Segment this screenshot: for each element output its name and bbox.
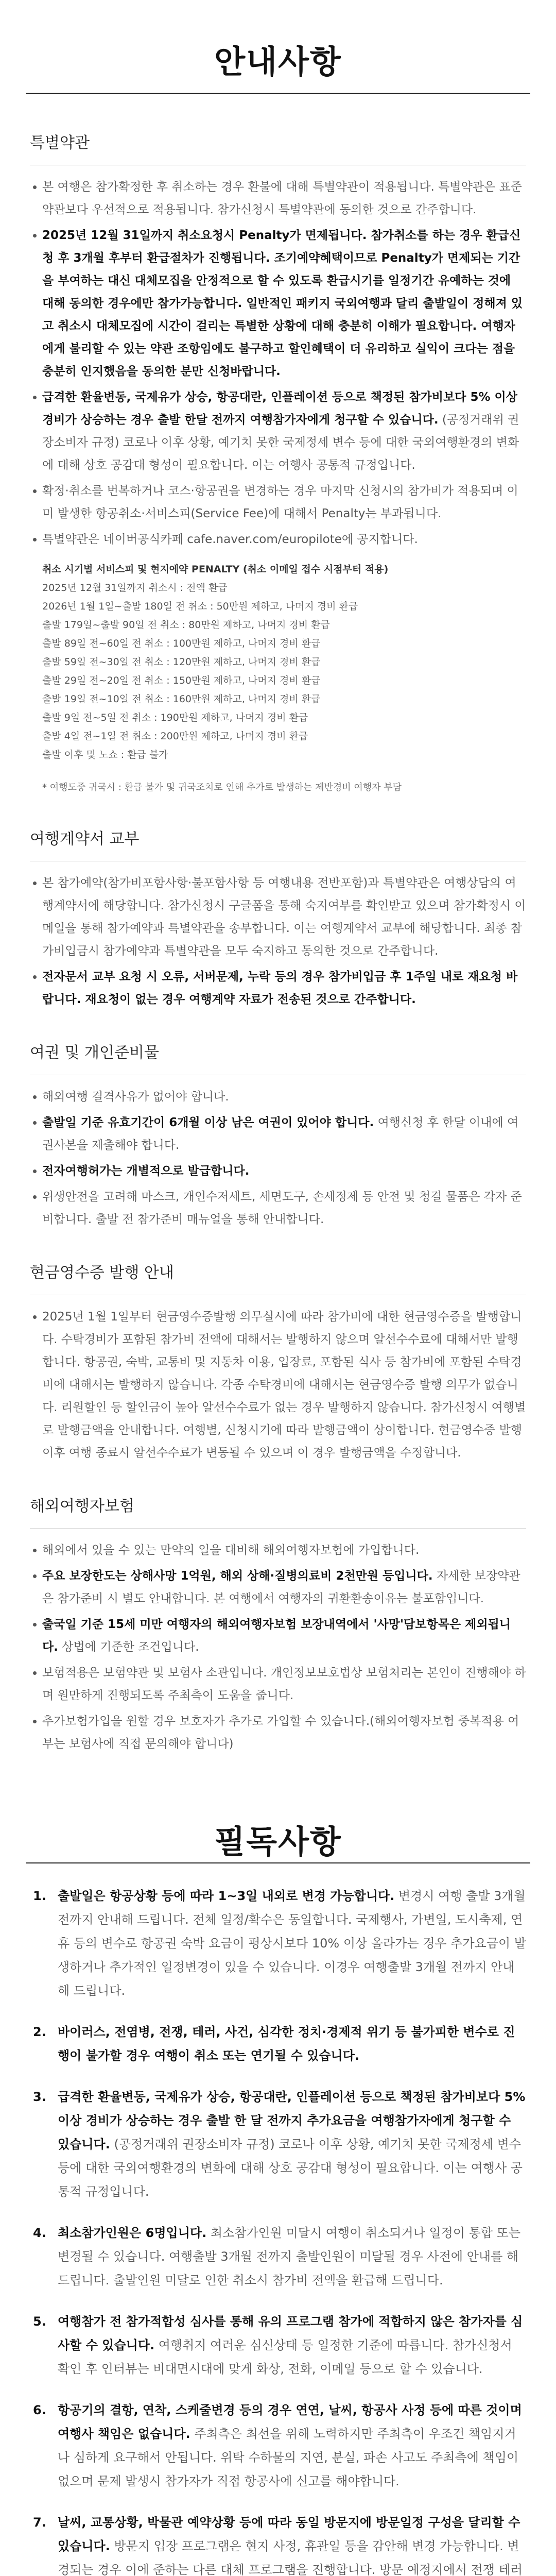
caution-item	[30, 2398, 526, 2493]
caution-item	[30, 1884, 526, 2003]
list-item	[30, 1111, 526, 1157]
caution-item-emphasis: 급격한 환율변동, 국제유가 상승, 항공대란, 인플레이션 등으로 책정된 참가비보다 5% 이상 경비가 상승하는 경우 출발 한 달 전까지 추가요금을 여행참가자에게 청구할 수 있습니다.	[58, 2090, 526, 2151]
list-item-text: 본 참가예약(참가비포함사항·불포함사항 등 여행내용 전반포함)과 특별약관은 여행상담의 여행계약서에 해당합니다. 참가신청시 구글폼을 통해 숙지여부를 확인받고 있으며 참가확정시 이메일을 통해 참가예약과 특별약관을 송부합니다. 이는 여행계약서 교부에 해당합니다. 최종 참가비입금시 참가예약과 특별약관을 모두 숙지하고 동의한 것으로 간주합니다.	[42, 876, 526, 958]
caution-item-text: 여행취지 여러운 심신상태 등 일정한 기준에 따릅니다. 참가신청서 확인 후 인터뷰는 비대면시대에 맞게 화상, 전화, 이메일 등으로 할 수 있습니다.	[58, 2338, 512, 2376]
list-item-emphasis: 전자문서 교부 요청 시 오류, 서버문제, 누락 등의 경우 참가비입금 후 1주일 내로 재요청 바랍니다. 재요청이 없는 경우 여행계약 자료가 전송된 것으로 간주합니다.	[42, 970, 518, 1006]
caution-item-number: 7.	[33, 2515, 46, 2530]
list-item	[30, 1185, 526, 1231]
list-item	[30, 1710, 526, 1755]
list-item-text: 여행신청 후 한달 이내에 여권사본을 제출해야 합니다.	[42, 1116, 519, 1152]
caution-item-number: 5.	[33, 2314, 46, 2329]
caution-item	[30, 2085, 526, 2204]
caution-list	[0, 1884, 556, 2576]
caution-item-text: 변경시 여행 출발 3개월 전까지 안내해 드립니다. 전체 일정/확수은 동일합니다. 국제행사, 가변일, 도시축제, 연휴 등의 변수로 항공권 숙박 요금이 평상시보다 10% 이상 올라가는 경우 추가요금이 발생하거나 추가적인 일정변경이 있을 수 있습니다. 이경우 여행출발 3개월 전까지 안내해 드립니다.	[58, 1889, 526, 1998]
list-item-text: 특별약관은 네이버공식카페 cafe.naver.com/europilote에 공지합니다.	[42, 533, 418, 546]
caution-item-emphasis: 바이러스, 전염병, 전쟁, 테러, 사건, 심각한 정치·경제적 위기 등 불가피한 변수로 진행이 불가할 경우 여행이 취소 또는 연기될 수 있습니다.	[58, 2025, 515, 2063]
notice-sections	[0, 130, 556, 1755]
caution-item-text: 주최측은 최선을 위해 노력하지만 주최측이 우조건 책임지거나 심하게 요구해서 안됩니다. 위탁 수하물의 지연, 분실, 파손 사고도 주최측에 책임이 없으며 문제 발생시 참가자가 직접 항공사에 신고를 해야합니다.	[58, 2427, 519, 2488]
caution-item-emphasis: 최소참가인원은 6명입니다.	[58, 2226, 207, 2240]
list-item	[30, 480, 526, 525]
list-item	[30, 386, 526, 477]
caution-item-text: 최소참가인원 미달시 여행이 취소되거나 일정이 통합 또는 변경될 수 있습니다. 여행출발 3개월 전까지 출발인원이 미달될 경우 사전에 안내를 해드립니다. 출발인원 미달로 인한 취소시 참가비 전액을 환급해 드립니다.	[58, 2226, 521, 2287]
list-item-emphasis: 전자여행허가는 개별적으로 발급합니다.	[42, 1164, 250, 1178]
caution-divider	[26, 1862, 530, 1863]
caution-item-emphasis: 날씨, 교통상황, 박물관 예약상황 등에 따라 동일 방문지에 방문일정 구성을 달리할 수 있습니다.	[58, 2515, 520, 2553]
list-item-emphasis: 급격한 환율변동, 국제유가 상승, 항공대란, 인플레이션 등으로 책정된 참가비보다 5% 이상 경비가 상승하는 경우 출발 한달 전까지 여행참가자에게 청구할 수 있습니다.	[42, 391, 517, 427]
section-heading: 특별약관	[30, 134, 90, 152]
caution-item-emphasis: 출발일은 항공상황 등에 따라 1~3일 내외로 변경 가능합니다.	[58, 1889, 395, 1903]
caution-item-number: 6.	[33, 2403, 46, 2417]
list-item	[30, 528, 526, 551]
list-item-text: 확정·취소를 번복하거나 코스·항공권을 변경하는 경우 마지막 신청시의 참가비가 적용되며 이미 발생한 항공취소·서비스피(Service Fee)에 대해서 Penalty는 부과됩니다.	[42, 484, 518, 520]
section-heading: 여행계약서 교부	[30, 830, 140, 848]
penalty-note: * 여행도중 귀국시 : 환급 불가 및 귀국조치로 인해 추가로 발생하는 제반경비 여행자 부담	[42, 782, 402, 793]
list-item-text: 해외에서 있을 수 있는 만약의 일을 대비해 해외여행자보험에 가입합니다.	[42, 1544, 420, 1557]
list-item-text: (공정거래위 권장소비자 규정) 코로나 이후 상황, 예기치 못한 국제정세 변수 등에 대한 국외여행환경의 변화에 대해 상호 공감대 형성이 필요합니다. 이는 여행사 공통적 규정입니다.	[42, 413, 519, 472]
penalty-row: 출발 29일 전~20일 전 취소 : 150만원 제하고, 나머지 경비 환급	[42, 675, 321, 686]
notice-title: 안내사항	[214, 43, 342, 80]
list-item	[30, 1613, 526, 1658]
penalty-row: 출발 89일 전~60일 전 취소 : 100만원 제하고, 나머지 경비 환급	[42, 638, 321, 649]
caution-item-number: 4.	[33, 2226, 46, 2240]
bullet-list	[30, 176, 526, 551]
list-item-emphasis: 주요 보장한도는 상해사망 1억원, 해외 상해·질병의료비 2천만원 등입니다.	[42, 1569, 433, 1583]
penalty-row: 출발 이후 및 노쇼 : 환급 불가	[42, 749, 168, 760]
caution-item-number: 2.	[33, 2025, 46, 2039]
caution-item-text: (공정거래위 권장소비자 규정) 코로나 이후 상황, 예기치 못한 국제정세 변수 등에 대한 국외여행환경의 변화에 대해 상호 공감대 형성이 필요합니다. 이는 여행사 공통적 규정입니다.	[58, 2137, 523, 2199]
section-heading: 여권 및 개인준비물	[30, 1044, 159, 1062]
caution-item-number: 3.	[33, 2090, 46, 2104]
title-divider	[26, 93, 530, 94]
caution-title: 필독사항	[214, 1823, 342, 1860]
caution-item-number: 1.	[33, 1889, 46, 1903]
list-item	[30, 1306, 526, 1464]
bullet-list	[30, 872, 526, 1011]
penalty-row: 출발 19일 전~10일 전 취소 : 160만원 제하고, 나머지 경비 환급	[42, 693, 321, 705]
penalty-row: 출발 9일 전~5일 전 취소 : 190만원 제하고, 나머지 경비 환급	[42, 712, 308, 723]
caution-item	[30, 2511, 526, 2576]
section-divider	[30, 1528, 526, 1529]
list-item	[30, 176, 526, 221]
caution-item	[30, 2310, 526, 2381]
list-item-emphasis: 2025년 12월 31일까지 취소요청시 Penalty가 면제됩니다. 참가취소를 하는 경우 환급신청 후 3개월 후부터 환급절차가 진행됩니다. 조기예약혜택이므로 Penalty가 면제되는 기간을 부여하는 대신 대체모집을 안정적으로 할 수 있도록 환급시기를 일정기간 유예하는 것에 대해 동의한 경우에만 참가가능합니다. 일반적인 패키지 국외여행과 달리 출발일이 정해져 있고 취소시 대체모집에 시간이 걸리는 특별한 상황에 대해 충분히 이해가 필요합니다. 여행자에게 불리할 수 있는 약관 조항임에도 불구하고 할인혜택이 더 유리하고 실익이 크다는 점을 충분히 인지했음을 동의한 분만 신청바랍니다.	[42, 229, 523, 378]
list-item	[30, 872, 526, 962]
list-item	[30, 1160, 526, 1182]
list-item	[30, 224, 526, 383]
penalty-row: 출발 179일~출발 90일 전 취소 : 80만원 제하고, 나머지 경비 환급	[42, 619, 330, 631]
penalty-row: 2026년 1월 1일~출발 180일 전 취소 : 50만원 제하고, 나머지 경비 환급	[42, 601, 358, 612]
penalty-row: 출발 4일 전~1일 전 취소 : 200만원 제하고, 나머지 경비 환급	[42, 731, 308, 742]
list-item-text: 2025년 1월 1일부터 현금영수증발행 의무실시에 따라 참가비에 대한 현금영수증을 발행합니다. 수탁경비가 포함된 참가비 전액에 대해서는 발행하지 않으며 알선수수료에 대해서만 발행합니다. 항공권, 숙박, 교통비 및 지동차 이용, 입장료, 포함된 식사 등 참가비에 포함된 수탁경비에 대해서는 발행하지 않습니다. 각종 수탁경비에 대해서는 현금영수증 발행 의무가 없습니다. 리원할인 등 할인금이 높아 알선수수료가 없는 경우 발행하지 않습니다. 참가신청시 여행별로 발행금액을 안내합니다. 여행별, 신청시기에 따라 발행금액이 상이합니다. 현금영수증 발행 이후 여행 종료시 알선수수료가 변동될 수 있으며 이 경우 발행금액을 수정합니다.	[42, 1310, 526, 1460]
list-item-emphasis: 출발일 기준 유효기간이 6개월 이상 남은 여권이 있어야 합니다.	[42, 1116, 374, 1129]
bullet-list	[30, 1539, 526, 1755]
penalty-table	[42, 560, 526, 797]
list-item-text: 보험적용은 보험약관 및 보험사 소관입니다. 개인정보보호법상 보험처리는 본인이 진행해야 하며 원만하게 진행되도록 주최측이 도움을 줍니다.	[42, 1666, 526, 1702]
list-item	[30, 1565, 526, 1610]
bullet-list	[30, 1086, 526, 1231]
list-item-text: 해외여행 결격사유가 없어야 합니다.	[42, 1090, 229, 1104]
list-item-text: 위생안전을 고려해 마스크, 개인수저세트, 세면도구, 손세정제 등 안전 및 청결 물품은 각자 준비합니다. 출발 전 참가준비 매뉴얼을 통해 안내합니다.	[42, 1190, 522, 1226]
list-item-text: 본 여행은 참가확정한 후 취소하는 경우 환불에 대해 특별약관이 적용됩니다. 특별약관은 표준약관보다 우선적으로 적용됩니다. 참가신청시 특별약관에 동의한 것으로 간주합니다.	[42, 180, 523, 216]
penalty-row: 2025년 12월 31일까지 취소시 : 전액 환급	[42, 582, 228, 594]
caution-item	[30, 2020, 526, 2067]
list-item-text: 추가보험가입을 원할 경우 보호자가 추가로 가입할 수 있습니다.(해외여행자보험 중복적용 여부는 보험사에 직접 문의해야 합니다)	[42, 1715, 519, 1751]
list-item	[30, 1086, 526, 1108]
list-item	[30, 965, 526, 1011]
section-heading: 해외여행자보험	[30, 1497, 134, 1515]
list-item	[30, 1539, 526, 1562]
caution-item-emphasis: 항공기의 결항, 연착, 스케줄변경 등의 경우 연연, 날씨, 항공사 사정 등에 따른 것이며 여행사 책임은 없습니다.	[58, 2403, 522, 2441]
penalty-heading: 취소 시기별 서비스피 및 현지에약 PENALTY (취소 이메일 접수 시점부터 적용)	[42, 564, 389, 575]
list-item	[30, 1662, 526, 1707]
caution-item-emphasis: 여행참가 전 참가적합성 심사를 통해 유의 프로그램 참가에 적합하지 않은 참가자를 심사할 수 있습니다.	[58, 2314, 523, 2352]
section-heading: 현금영수증 발행 안내	[30, 1264, 174, 1282]
penalty-row: 출발 59일 전~30일 전 취소 : 120만원 제하고, 나머지 경비 환급	[42, 656, 321, 668]
caution-item-text: 방문지 입장 프로그램은 현지 사정, 휴관일 등을 감안해 변경 가능합니다. 변경되는 경우 이에 준하는 다른 대체 프로그램을 진행합니다. 방문 예정지에서 전쟁 테러	[58, 2539, 523, 2576]
list-item-emphasis: 출국일 기준 15세 미만 여행자의 해외여행자보험 보장내역에서 '사망'담보항목은 제외됩니다.	[42, 1618, 511, 1654]
list-item-text: 자세한 보장약관은 참가준비 시 별도 안내합니다. 본 여행에서 여행자의 귀환환송이유는 불포함입니다.	[42, 1569, 520, 1605]
list-item-text: 상법에 기준한 조건입니다.	[62, 1640, 199, 1654]
bullet-list	[30, 1306, 526, 1464]
caution-item	[30, 2221, 526, 2292]
